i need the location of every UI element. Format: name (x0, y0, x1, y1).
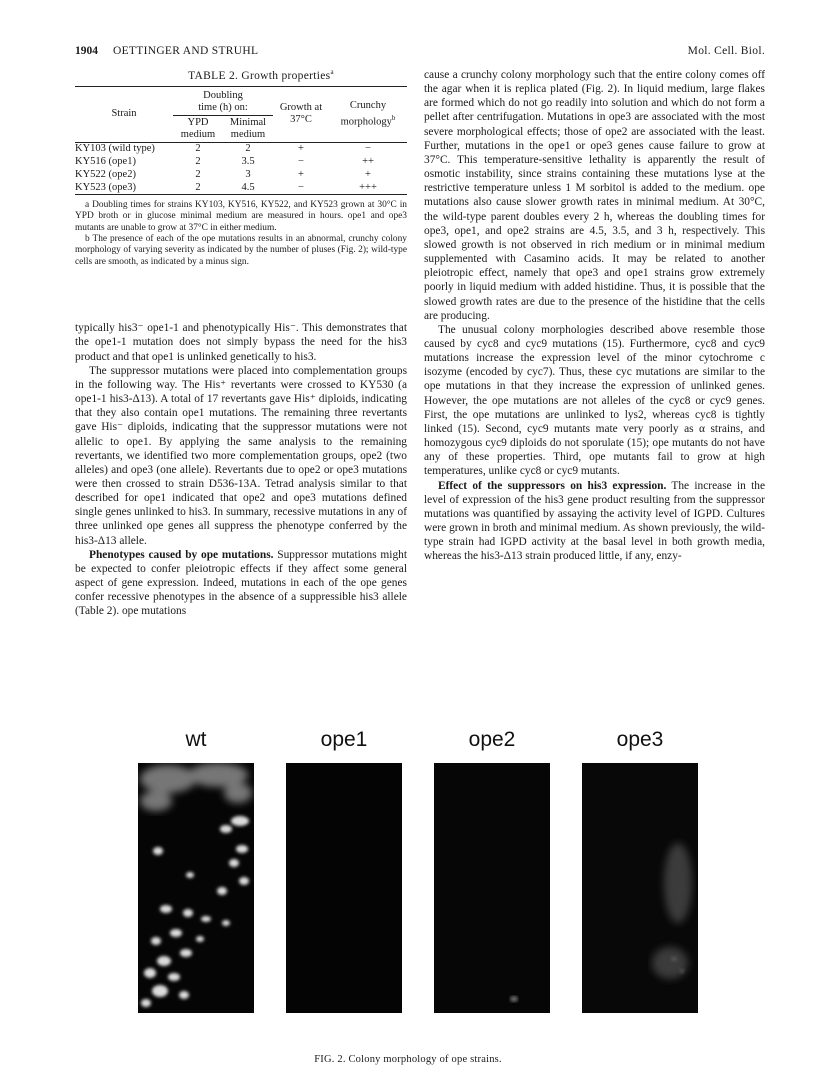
panel-label-ope1: ope1 (320, 728, 368, 751)
paragraph: typically his3⁻ ope1-1 and phenotypically His⁻. This demonstrates that the ope1-1 mutation does not simply bypass the need for the his3 product and that ope1 is unlinked genetically to his3. (75, 322, 407, 363)
col-growth-header: Growth at 37°C (279, 102, 323, 126)
paragraph: cause a crunchy colony morphology such that the entire colony comes off the agar when it is replica plated (Fig. 2). In liquid medium, large flakes are formed which do not go readily into solution and which do not form a pellet after centrifugation. Mutations in ope3 are associated with the most severe morphological effects; those of ope2 are associated with the least. Further, mutations in the ope1 or ope3 genes cause failure to grow at 37°C. This temperature-sensitive lethality is apparently the result of osmotic instability, since strains containing these mutations lyse at the restrictive temperature unless 1 M sorbitol is added to the medium. ope mutations also cause slower growth rates in minimal medium. At 30°C, the wild-type parent doubles every 2 h, whereas the doubling times for ope3, ope1, and ope2 strains are 4.5, 3.5, and 3 h, respectively. This slowed growth is not observed in rich medium or in minimal medium supplemented with Casamino acids. It may be related to another pleiotropic effect, namely that ope3 and ope1 strains grow extremely poorly in liquid medium with added histidine. Thus, it is possible that the slowed growth rates are due to the presence of the histidine that the cells are producing. (424, 69, 765, 322)
footnote-a: a Doubling times for strains KY103, KY516, KY522, and KY523 grown at 30°C in YPD broth or in glucose minimal medium are measured in hours. ope1 and ope3 mutants are unable to grow at 37°C in either medium. (75, 199, 407, 233)
growth-properties-table (75, 86, 407, 195)
wt-colonies (138, 763, 254, 1013)
running-authors: OETTINGER AND STRUHL (113, 45, 259, 57)
panel-ope1-image (286, 763, 402, 1013)
table-row: KY522 (ope2) 2 3 + + (75, 168, 371, 180)
left-column (75, 68, 407, 619)
running-header (75, 45, 765, 61)
section-heading: Effect of the suppressors on his3 expression. (438, 479, 667, 492)
paragraph: Phenotypes caused by ope mutations. Suppressor mutations might be expected to confer pleiotropic effects if they affect some general aspect of gene expression. Indeed, mutations in each of the ope genes confer recessive phenotypes in the absence of a suppressible his3 allele (Table 2). ope mutations (75, 548, 407, 618)
paragraph: The suppressor mutations were placed into complementation groups in the following way. The His⁺ revertants were crossed to KY530 (a ope1-1 his3-Δ13). A total of 17 revertants gave His⁺ diploids, indicating that they also contain ope1 mutations. The remaining three revertants gave His⁻ diploids, indicating that the suppressor mutations were not allelic to ope1. By applying the same analysis to the remaining revertants, we identified two more complementation groups, ope2 (two alleles) and ope3 (one allele). Revertants due to ope2 or ope3 mutations were then crossed to strain D536-13A. Tetrad analysis similar to that described for ope1 indicated that ope2 and ope3 mutations defined single genes unlinked to his3. In summary, recessive mutations in any of three unlinked ope genes all suppress the phenotype conferred by the his3-Δ13 allele. (75, 364, 407, 547)
right-column (424, 68, 765, 563)
section-heading: Phenotypes caused by ope mutations. (89, 548, 274, 561)
panel-ope3-image (582, 763, 698, 1013)
panel-label-wt: wt (185, 728, 207, 751)
panel-wt-image (138, 763, 254, 1013)
figure-colony-morphology (138, 728, 698, 1018)
ope1-plate (286, 763, 402, 1013)
col-ypd-header: YPD medium (180, 116, 216, 140)
table-title: TABLE 2. Growth properties$^a$ (188, 68, 334, 82)
ope2-plate (434, 763, 550, 1013)
left-body-text (75, 321, 407, 618)
table-row: KY516 (ope1) 2 3.5 − ++ (75, 155, 374, 167)
page-number: 1904 (75, 45, 98, 57)
col-minimal-header: Minimal medium (229, 116, 267, 140)
panel-ope2-image (434, 763, 550, 1013)
col-doubling-header: Doubling time (h) on: (173, 86, 273, 115)
paragraph: The unusual colony morphologies described above resemble those caused by cyc8 and cyc9 mutations (15). Furthermore, cyc8 and cyc9 mutations increase the expression level of the minor cytochrome c isozyme (encoded by cyc7). Thus, these cyc mutations are similar to the ope mutations in that they increase the expression of unlinked genes. However, the ope mutations are not alleles of the cyc8 or cyc9 genes. First, the ope mutations are unlinked to lys2, whereas cyc8 is tightly linked (15). Second, cyc9 mutants mate very poorly as α strains, and homozygous cyc9 diploids do not sporulate (15); ope mutants do not have any of these properties. Third, ope mutants fail to grow at high temperatures, unlike cyc8 or cyc9 mutants. (424, 323, 765, 478)
panel-label-ope2: ope2 (468, 728, 516, 751)
paragraph: Effect of the suppressors on his3 expression. The increase in the level of expression of the his3 gene product resulting from the suppressor mutations was quantified by assaying the activity level of IGPD. Cultures were grown in broth and minimal medium. As shown previously, the wild-type strain had IGPD activity at the basal level in both growth media, whereas the his3-Δ13 strain produced little, if any, enzy- (424, 479, 765, 563)
table-row: KY523 (ope3) 2 4.5 − +++ (75, 181, 407, 194)
ope3-plate (582, 763, 698, 1013)
table-row: KY103 (wild type) 2 2 + − (75, 143, 371, 155)
col-strain-header: Strain (111, 108, 137, 120)
table-footnotes (75, 200, 407, 268)
figure-caption: FIG. 2. Colony morphology of ope strains. (314, 1054, 502, 1065)
running-journal: Mol. Cell. Biol. (687, 45, 765, 57)
col-crunchy-header: Crunchy morphology$^b$ (340, 100, 396, 128)
panel-label-ope3: ope3 (616, 728, 664, 751)
footnote-b: b The presence of each of the ope mutations results in an abnormal, crunchy colony morphology of varying severity as indicated by the number of pluses (Fig. 2); wild-type cells are smooth, as indicated by a minus sign. (75, 234, 407, 267)
